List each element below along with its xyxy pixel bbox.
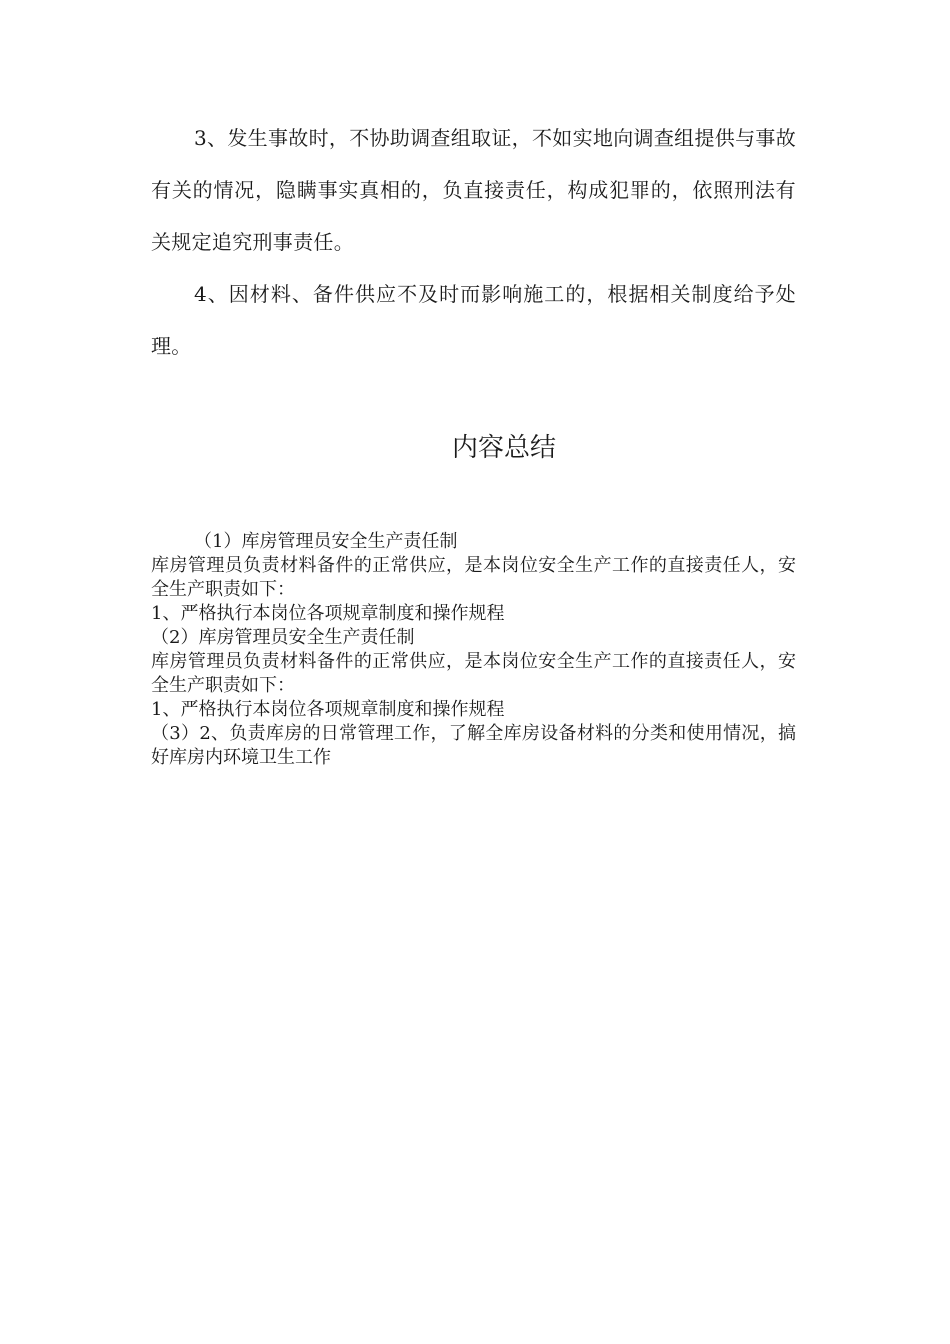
paragraph-supply-delay: 4、因材料、备件供应不及时而影响施工的，根据相关制度给予处理。 bbox=[151, 282, 796, 358]
summary-line: 库房管理员负责材料备件的正常供应，是本岗位安全生产工作的直接责任人，安全生产职责如下： bbox=[151, 555, 796, 600]
summary-line: （2）库房管理员安全生产责任制 bbox=[151, 627, 415, 648]
paragraph-accident-responsibility: 3、发生事故时，不协助调查组取证，不如实地向调查组提供与事故有关的情况，隐瞒事实真相的，负直接责任，构成犯罪的，依照刑法有关规定追究刑事责任。 bbox=[151, 126, 796, 254]
summary-line: 1、严格执行本岗位各项规章制度和操作规程 bbox=[151, 699, 505, 720]
summary-line: 库房管理员负责材料备件的正常供应，是本岗位安全生产工作的直接责任人，安全生产职责如下： bbox=[151, 651, 796, 696]
summary-title: 内容总结 bbox=[451, 433, 556, 463]
summary-line: （1）库房管理员安全生产责任制 bbox=[194, 531, 458, 552]
summary-line: （3）2、负责库房的日常管理工作，了解全库房设备材料的分类和使用情况，搞好库房内环境卫生工作 bbox=[151, 723, 796, 768]
summary-section bbox=[151, 530, 796, 770]
summary-line: 1、严格执行本岗位各项规章制度和操作规程 bbox=[151, 603, 505, 624]
